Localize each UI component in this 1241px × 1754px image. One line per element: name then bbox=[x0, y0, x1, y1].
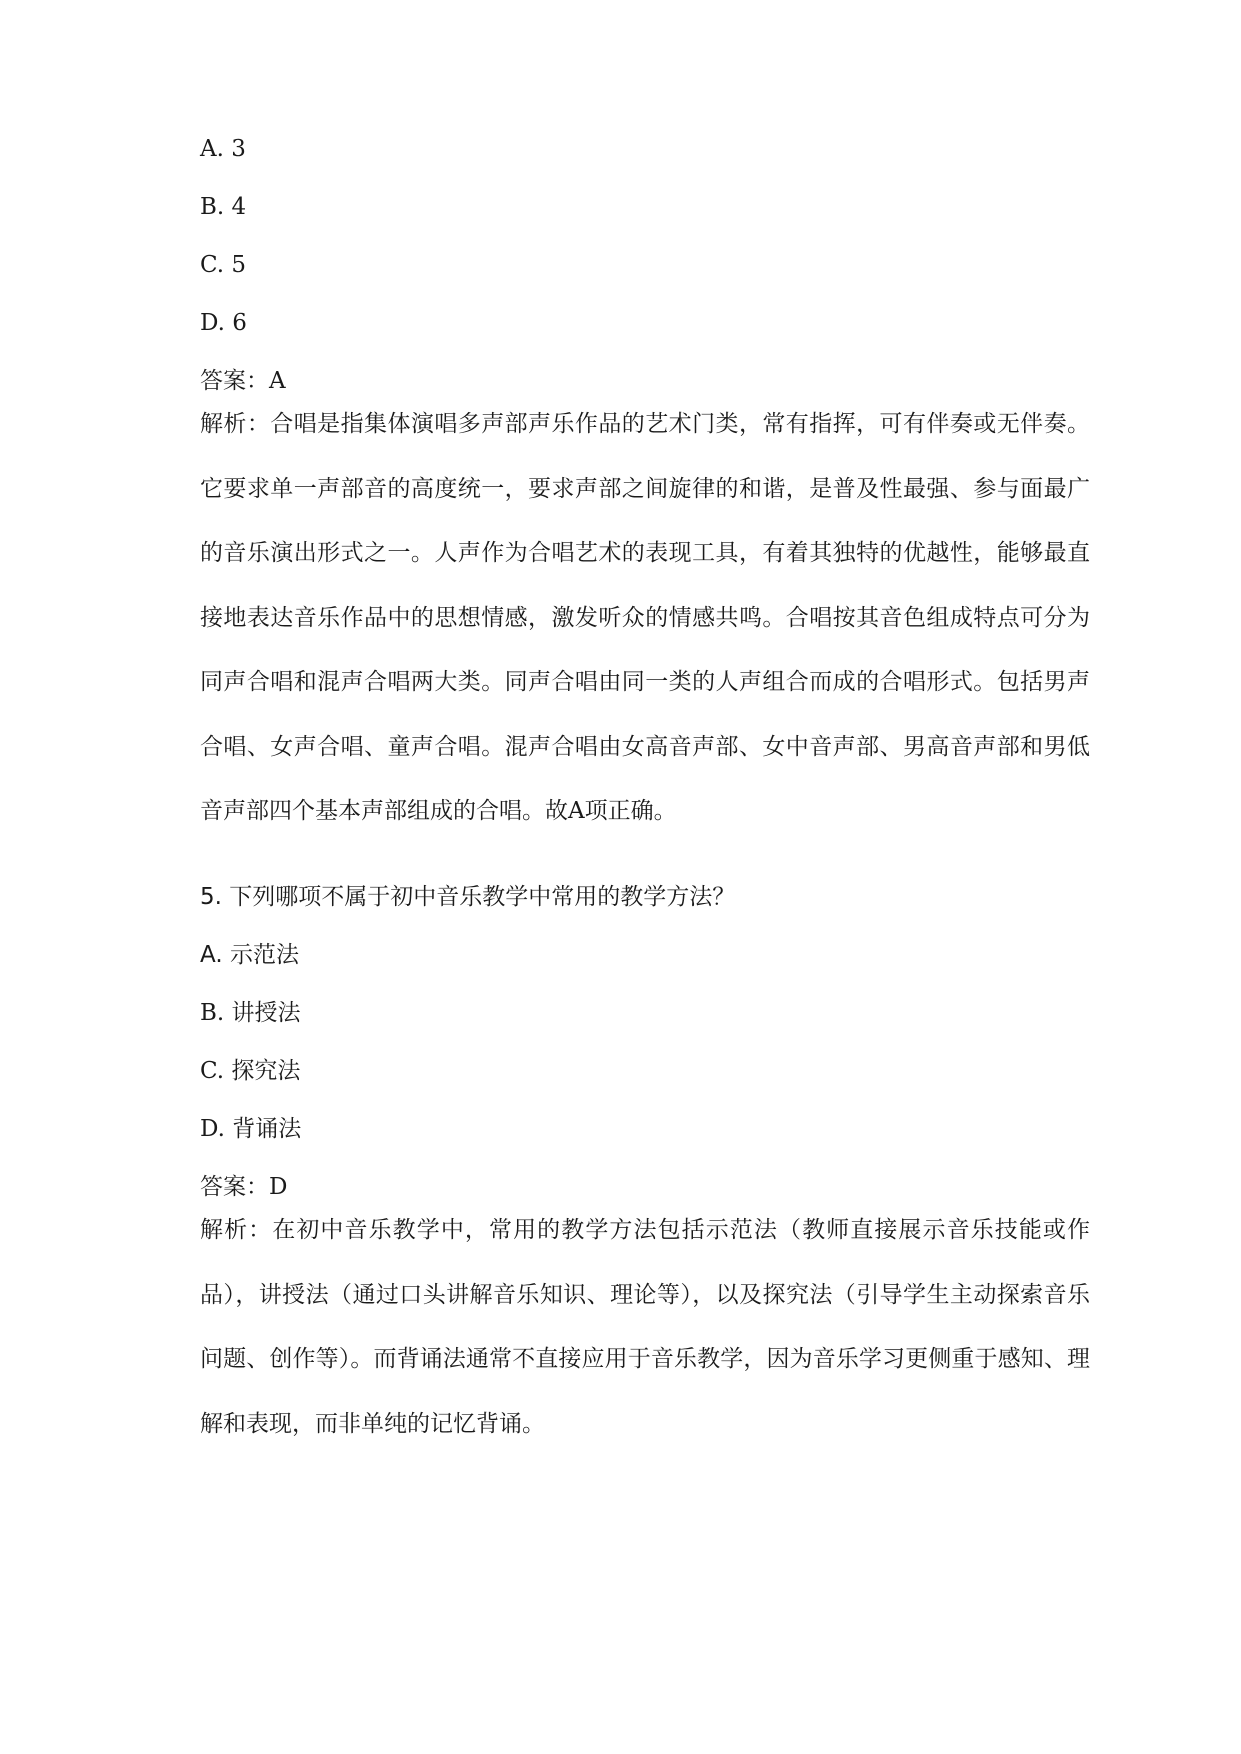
q5-question: 5. 下列哪项不属于初中音乐教学中常用的教学方法？ bbox=[200, 884, 736, 910]
q5-option-c: C. 探究法 bbox=[200, 1058, 301, 1084]
q5-answer: 答案：D bbox=[200, 1174, 288, 1200]
q4-analysis: 解析：合唱是指集体演唱多声部声乐作品的艺术门类，常有指挥，可有伴奏或无伴奏。它要求单一声部音的高度统一，要求声部之间旋律的和谐，是普及性最强、参与面最广的音乐演出形式之一。人声作为合唱艺术的表现工具，有着其独特的优越性，能够最直接地表达音乐作品中的思想情感，激发听众的情感共鸣。合唱按其音色组成特点可分为同声合唱和混声合唱两大类。同声合唱由同一类的人声组合而成的合唱形式。包括男声合唱、女声合唱、童声合唱。混声合唱由女高音声部、女中音声部、男高音声部和男低音声部四个基本声部组成的合唱。故A项正确。 bbox=[200, 411, 1090, 824]
q5-analysis: 解析：在初中音乐教学中，常用的教学方法包括示范法（教师直接展示音乐技能或作品），讲授法（通过口头讲解音乐知识、理论等），以及探究法（引导学生主动探索音乐问题、创作等）。而背诵法通常不直接应用于音乐教学，因为音乐学习更侧重于感知、理解和表现，而非单纯的记忆背诵。 bbox=[200, 1217, 1090, 1437]
q4-option-a: A. 3 bbox=[200, 136, 246, 162]
q5-option-b: B. 讲授法 bbox=[200, 1000, 301, 1026]
q4-option-b: B. 4 bbox=[200, 194, 247, 220]
q4-option-d: D. 6 bbox=[200, 310, 247, 336]
q4-answer: 答案：A bbox=[200, 368, 286, 394]
q5-option-d: D. 背诵法 bbox=[200, 1116, 302, 1142]
q5-option-a: A. 示范法 bbox=[200, 942, 299, 968]
q4-option-c: C. 5 bbox=[200, 252, 247, 278]
